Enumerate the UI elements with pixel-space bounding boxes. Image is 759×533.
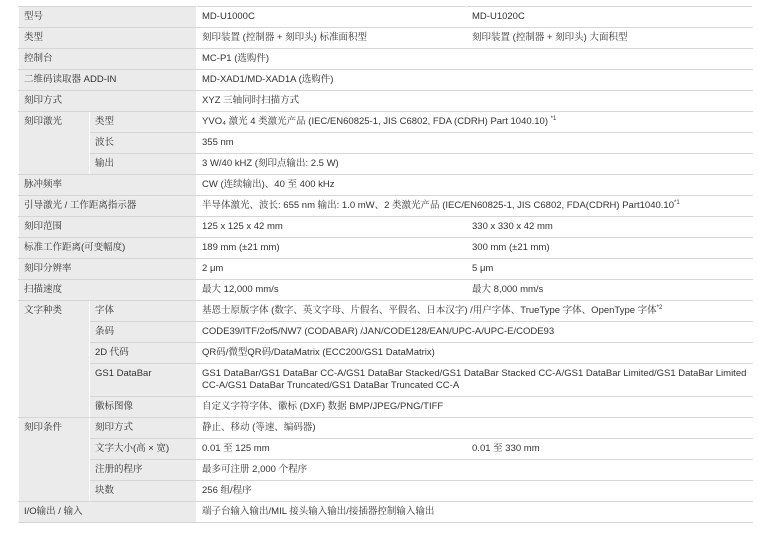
table-row — [19, 259, 753, 280]
guide-text: 半导体激光、波长: 655 nm 输出: 1.0 mW、2 类激光产品 (IEC/EN60825-1, JIS C6802, FDA(CDRH) Part1040.10 — [202, 200, 674, 211]
speed-1020c-value: 最大 8,000 mm/s — [467, 280, 753, 301]
row-label-cond-method: 刻印方式 — [90, 418, 197, 439]
row-label-speed: 扫描速度 — [19, 280, 197, 301]
table-row — [19, 418, 753, 439]
table-row — [19, 322, 753, 343]
code2d-value: QR码/微型QR码/DataMatrix (ECC200/GS1 DataMatrix) — [197, 343, 753, 364]
font-value — [197, 301, 753, 322]
size-1000c-value: 0.01 至 125 mm — [197, 439, 467, 460]
row-label-reader: 二维码读取器 ADD-IN — [19, 70, 197, 91]
wd-1020c-value: 300 mm (±21 mm) — [467, 238, 753, 259]
table-row — [19, 301, 753, 322]
model-1020c-value: MD-U1020C — [467, 7, 753, 28]
row-label-type: 类型 — [19, 28, 197, 49]
table-row — [19, 364, 753, 397]
row-label-font: 字体 — [90, 301, 197, 322]
table-row — [19, 343, 753, 364]
group-label-text: 文字种类 — [19, 301, 90, 418]
pulse-value: CW (连续输出)、40 至 400 kHz — [197, 175, 753, 196]
res-1000c-value: 2 μm — [197, 259, 467, 280]
row-label-wd: 标准工作距离(可变幅度) — [19, 238, 197, 259]
row-label-resolution: 刻印分辨率 — [19, 259, 197, 280]
size-1020c-value: 0.01 至 330 mm — [467, 439, 753, 460]
table-row — [19, 49, 753, 70]
output-value: 3 W/40 kHZ (刻印点输出: 2.5 W) — [197, 154, 753, 175]
row-label-output: 输出 — [90, 154, 197, 175]
console-value: MC-P1 (选购件) — [197, 49, 753, 70]
row-label-console: 控制台 — [19, 49, 197, 70]
table-row — [19, 280, 753, 301]
footnote-ref: *1 — [673, 199, 680, 206]
font-text: 基恩士原版字体 (数字、英文字母、片假名、平假名、日本汉字) /用户字体、TrueType 字体、OpenType 字体 — [202, 305, 657, 316]
spec-table — [18, 6, 753, 523]
type-1000c-value: 刻印装置 (控制器 + 刻印头) 标准面积型 — [197, 28, 467, 49]
table-row — [19, 217, 753, 238]
guide-value — [197, 196, 753, 217]
footnote-ref: *2 — [656, 304, 663, 311]
wd-1000c-value: 189 mm (±21 mm) — [197, 238, 467, 259]
cond-method-value: 静止、移动 (等速、编码器) — [197, 418, 753, 439]
table-row — [19, 175, 753, 196]
wavelength-value: 355 nm — [197, 133, 753, 154]
row-label-logo: 徽标图像 — [90, 397, 197, 418]
row-label-wavelength: 波长 — [90, 133, 197, 154]
laser-type-value — [197, 112, 753, 133]
laser-type-text: YVO₄ 激光 4 类激光产品 (IEC/EN60825-1, JIS C6802, FDA (CDRH) Part 1040.10) — [202, 116, 549, 127]
row-label-gs1: GS1 DataBar — [90, 364, 197, 397]
table-row — [19, 112, 753, 133]
row-label-barcode: 条码 — [90, 322, 197, 343]
table-row — [19, 397, 753, 418]
method-value: XYZ 三轴同时扫描方式 — [197, 91, 753, 112]
row-label-char-size: 文字大小(高 × 宽) — [90, 439, 197, 460]
speed-1000c-value: 最大 12,000 mm/s — [197, 280, 467, 301]
row-label-laser-type: 类型 — [90, 112, 197, 133]
reader-value: MD-XAD1/MD-XAD1A (选购件) — [197, 70, 753, 91]
row-label-blocks: 块数 — [90, 481, 197, 502]
blocks-value: 256 组/程序 — [197, 481, 753, 502]
row-label-guide: 引导激光 / 工作距离指示器 — [19, 196, 197, 217]
table-row — [19, 7, 753, 28]
table-row — [19, 133, 753, 154]
type-1020c-value: 刻印装置 (控制器 + 刻印头) 大面积型 — [467, 28, 753, 49]
model-1000c-value: MD-U1000C — [197, 7, 467, 28]
table-row — [19, 238, 753, 259]
table-row — [19, 439, 753, 460]
gs1-value: GS1 DataBar/GS1 DataBar CC-A/GS1 DataBar Stacked/GS1 DataBar Stacked CC-A/GS1 DataBar Limited/GS1 DataBar Limited CC-A/GS1 DataBar Truncated/GS1 DataBar Truncated CC-A — [197, 364, 753, 397]
res-1020c-value: 5 μm — [467, 259, 753, 280]
row-label-pulse: 脉冲频率 — [19, 175, 197, 196]
row-label-method: 刻印方式 — [19, 91, 197, 112]
table-row — [19, 70, 753, 91]
group-label-conditions: 刻印条件 — [19, 418, 90, 502]
table-row — [19, 460, 753, 481]
logo-value: 自定义字符字体、徽标 (DXF) 数据 BMP/JPEG/PNG/TIFF — [197, 397, 753, 418]
group-label-laser: 刻印激光 — [19, 112, 90, 175]
table-row — [19, 502, 753, 523]
row-label-programs: 注册的程序 — [90, 460, 197, 481]
area-1000c-value: 125 x 125 x 42 mm — [197, 217, 467, 238]
row-label-io: I/O输出 / 输入 — [19, 502, 197, 523]
table-row — [19, 481, 753, 502]
area-1020c-value: 330 x 330 x 42 mm — [467, 217, 753, 238]
table-row — [19, 154, 753, 175]
barcode-value: CODE39/ITF/2of5/NW7 (CODABAR) /JAN/CODE128/EAN/UPC-A/UPC-E/CODE93 — [197, 322, 753, 343]
row-label-area: 刻印范围 — [19, 217, 197, 238]
row-label-2d-code: 2D 代码 — [90, 343, 197, 364]
table-row — [19, 91, 753, 112]
table-row — [19, 28, 753, 49]
footnote-ref: *1 — [550, 115, 557, 122]
programs-value: 最多可注册 2,000 个程序 — [197, 460, 753, 481]
io-value: 端子台输入输出/MIL 接头输入输出/接插器控制输入输出 — [197, 502, 753, 523]
row-label-model: 型号 — [19, 7, 197, 28]
table-row — [19, 196, 753, 217]
